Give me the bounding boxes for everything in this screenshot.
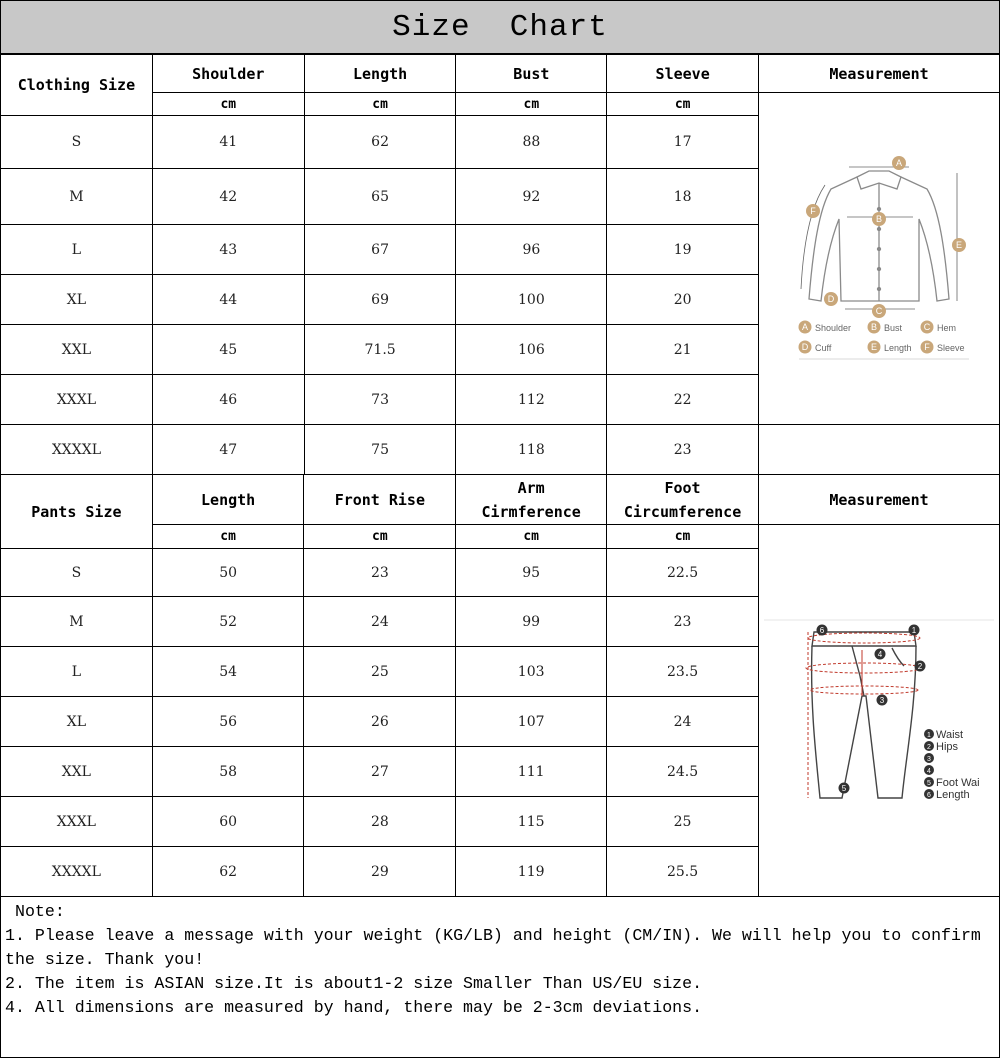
legend-label-length: Length [884, 342, 912, 353]
column-header-length: Length [304, 55, 456, 93]
column-header-front-rise: Front Rise [304, 475, 456, 525]
column-header-sleeve: Sleeve [607, 55, 759, 93]
value-cell: 52 [152, 597, 304, 647]
svg-text:3: 3 [879, 695, 885, 705]
column-header-arm-circumference: Arm Cirmference [456, 475, 607, 525]
value-cell: 58 [152, 747, 304, 797]
legend-letter: F [924, 341, 930, 352]
shirt-diagram [779, 149, 979, 369]
svg-text:E: E [956, 239, 963, 250]
value-cell: 69 [304, 275, 456, 325]
legend-label-bust: Bust [884, 322, 903, 333]
clothing-size-table [0, 54, 1000, 475]
column-header-foot-circumference: Foot Circumference [607, 475, 759, 525]
legend-label-waist: Waist [935, 728, 964, 741]
value-cell: 19 [607, 225, 759, 275]
size-cell: XXXL [1, 375, 153, 425]
value-cell: 107 [456, 697, 607, 747]
notes-section [0, 896, 1000, 1058]
clothing-size-header: Clothing Size [1, 55, 153, 116]
value-cell: 103 [456, 647, 607, 697]
value-cell: 65 [304, 169, 456, 225]
value-cell: 75 [304, 425, 456, 475]
value-cell: 23.5 [607, 647, 759, 697]
unit-cell: cm [456, 525, 607, 549]
value-cell: 28 [304, 797, 456, 847]
value-cell: 26 [304, 697, 456, 747]
value-cell: 17 [607, 116, 759, 169]
value-cell: 18 [607, 169, 759, 225]
value-cell: 119 [456, 847, 607, 897]
value-cell: 111 [456, 747, 607, 797]
value-cell: 50 [152, 549, 304, 597]
size-cell: XXXL [1, 797, 153, 847]
legend-number: 6 [927, 791, 931, 799]
svg-text:A: A [896, 157, 903, 168]
value-cell: 95 [456, 549, 607, 597]
legend-label-shoulder: Shoulder [815, 322, 852, 333]
value-cell: 24.5 [607, 747, 759, 797]
value-cell: 20 [607, 275, 759, 325]
value-cell: 21 [607, 325, 759, 375]
pants-diagram [764, 616, 994, 806]
size-cell: XXL [1, 747, 153, 797]
svg-text:C: C [875, 305, 883, 316]
column-header-shoulder: Shoulder [152, 55, 304, 93]
legend-label-hips: Hips [935, 740, 958, 753]
value-cell: 92 [456, 169, 607, 225]
value-cell: 60 [152, 797, 304, 847]
size-cell: XL [1, 697, 153, 747]
note-item: 4. All dimensions are measured by hand, there may be 2-3cm deviations. [5, 998, 703, 1017]
size-cell: M [1, 597, 153, 647]
column-header-length: Length [152, 475, 304, 525]
legend-number: 3 [927, 755, 931, 763]
value-cell: 41 [152, 116, 304, 169]
legend-number: 2 [927, 743, 931, 751]
legend-letter: D [801, 341, 809, 352]
value-cell: 96 [456, 225, 607, 275]
legend-label-sleeve: Sleeve [937, 342, 965, 353]
value-cell: 71.5 [304, 325, 456, 375]
legend-letter: C [923, 321, 931, 332]
value-cell: 106 [456, 325, 607, 375]
value-cell: 46 [152, 375, 304, 425]
value-cell: 42 [152, 169, 304, 225]
measurement-header: Measurement [759, 55, 1000, 93]
svg-text:1: 1 [911, 625, 917, 635]
svg-text:D: D [827, 293, 835, 304]
unit-cell: cm [304, 93, 456, 116]
value-cell: 100 [456, 275, 607, 325]
legend-letter: A [802, 321, 809, 332]
value-cell: 56 [152, 697, 304, 747]
unit-cell: cm [304, 525, 456, 549]
value-cell: 62 [304, 116, 456, 169]
size-cell: S [1, 116, 153, 169]
value-cell: 24 [607, 697, 759, 747]
value-cell: 27 [304, 747, 456, 797]
shirt-diagram-cell [759, 93, 1000, 425]
value-cell: 112 [456, 375, 607, 425]
page-title: Size Chart [0, 0, 1000, 54]
value-cell: 99 [456, 597, 607, 647]
legend-number: 5 [927, 779, 931, 787]
value-cell: 73 [304, 375, 456, 425]
value-cell: 44 [152, 275, 304, 325]
note-item: 1. Please leave a message with your weight (KG/LB) and height (CM/IN). We will help you to confirm the size. Thank you! [5, 926, 981, 969]
value-cell: 25 [607, 797, 759, 847]
value-cell: 29 [304, 847, 456, 897]
value-cell: 23 [304, 549, 456, 597]
value-cell: 25 [304, 647, 456, 697]
value-cell: 54 [152, 647, 304, 697]
value-cell: 25.5 [607, 847, 759, 897]
value-cell: 24 [304, 597, 456, 647]
unit-cell: cm [152, 93, 304, 116]
legend-letter: E [871, 341, 878, 352]
unit-cell: cm [456, 93, 607, 116]
legend-number: 4 [927, 767, 931, 775]
pants-diagram-cell [758, 525, 999, 897]
value-cell: 115 [456, 797, 607, 847]
table-row [1, 425, 1000, 475]
svg-text:5: 5 [841, 783, 847, 793]
svg-text:F: F [810, 205, 816, 216]
value-cell: 43 [152, 225, 304, 275]
value-cell: 47 [152, 425, 304, 475]
unit-cell: cm [607, 93, 759, 116]
size-cell: L [1, 647, 153, 697]
size-cell: XXXXL [1, 425, 153, 475]
svg-text:6: 6 [819, 625, 825, 635]
value-cell: 22 [607, 375, 759, 425]
measurement-header: Measurement [758, 475, 999, 525]
column-header-bust: Bust [456, 55, 607, 93]
legend-number: 1 [927, 731, 931, 739]
legend-label-length: Length [935, 788, 970, 801]
value-cell: 22.5 [607, 549, 759, 597]
pants-size-header: Pants Size [1, 475, 153, 549]
size-cell: XXXXL [1, 847, 153, 897]
unit-cell: cm [607, 525, 759, 549]
value-cell: 88 [456, 116, 607, 169]
value-cell: 23 [607, 425, 759, 475]
pants-size-table [0, 474, 1000, 897]
legend-label-cuff: Cuff [815, 342, 832, 353]
value-cell: 23 [607, 597, 759, 647]
legend-letter: B [871, 321, 878, 332]
svg-text:B: B [876, 213, 883, 224]
legend-label-hem: Hem [937, 322, 957, 333]
size-cell: L [1, 225, 153, 275]
note-item: 2. The item is ASIAN size.It is about1-2 size Smaller Than US/EU size. [5, 974, 703, 993]
notes-title: Note: [15, 902, 65, 921]
empty-cell [759, 425, 1000, 475]
svg-text:2: 2 [917, 661, 923, 671]
unit-cell: cm [152, 525, 304, 549]
value-cell: 45 [152, 325, 304, 375]
svg-text:4: 4 [877, 649, 883, 659]
size-cell: XL [1, 275, 153, 325]
value-cell: 67 [304, 225, 456, 275]
value-cell: 62 [152, 847, 304, 897]
size-cell: M [1, 169, 153, 225]
value-cell: 118 [456, 425, 607, 475]
size-cell: S [1, 549, 153, 597]
size-cell: XXL [1, 325, 153, 375]
legend-label-foot: Foot Wai [935, 776, 980, 789]
